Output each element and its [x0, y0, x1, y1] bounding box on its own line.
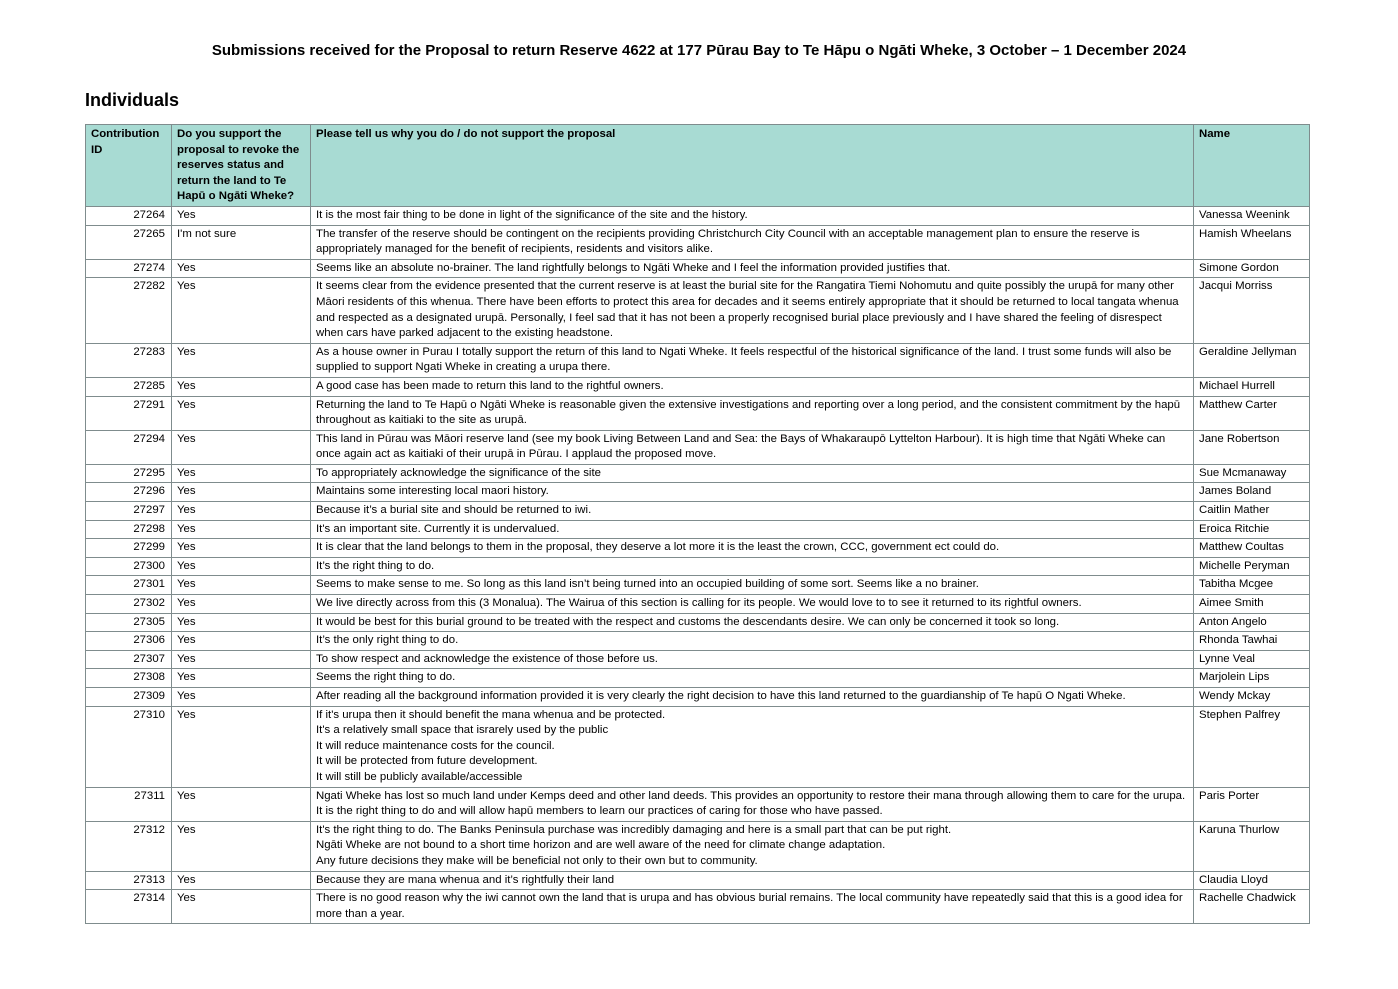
contribution-id-cell: 27297	[86, 502, 172, 521]
reason-line: Ngāti Wheke are not bound to a short time horizon and are well aware of the need for climate change adaptation.	[316, 839, 886, 852]
support-cell: Yes	[172, 787, 311, 821]
contribution-id-cell: 27309	[86, 688, 172, 707]
reason-cell	[311, 613, 1194, 632]
reason-cell	[311, 539, 1194, 558]
contribution-id-cell: 27295	[86, 464, 172, 483]
name-cell: Claudia Lloyd	[1194, 871, 1310, 890]
reason-line: It seems clear from the evidence presented that the current reserve is at least the burial site for the Rangatira Tiemi Nohomutu and quite possibly the urupā for many other Māori residents of this whenua. There have been efforts to protect this area for decades and it seems entirely appropriate that it should be returned to local tangata whenua and respected as a designated urupā. Personally, I feel sad that it has not been a properly recognised burial place previously and I have shared the feeling of disrespect when cars have parked adjacent to the existing headstone.	[316, 280, 1179, 340]
support-cell: Yes	[172, 520, 311, 539]
support-cell: Yes	[172, 871, 311, 890]
table-body	[86, 206, 1310, 923]
table-row	[86, 613, 1310, 632]
name-cell: Eroica Ritchie	[1194, 520, 1310, 539]
table-row	[86, 483, 1310, 502]
table-row	[86, 821, 1310, 871]
table-row	[86, 502, 1310, 521]
name-cell: Wendy Mckay	[1194, 688, 1310, 707]
submissions-table	[85, 124, 1310, 924]
reason-cell	[311, 688, 1194, 707]
reason-cell	[311, 821, 1194, 871]
table-row	[86, 539, 1310, 558]
contribution-id-cell: 27307	[86, 650, 172, 669]
support-cell: Yes	[172, 343, 311, 377]
name-cell: Geraldine Jellyman	[1194, 343, 1310, 377]
contribution-id-cell: 27308	[86, 669, 172, 688]
reason-cell	[311, 278, 1194, 343]
reason-cell	[311, 502, 1194, 521]
support-cell: Yes	[172, 821, 311, 871]
name-cell: Michael Hurrell	[1194, 377, 1310, 396]
reason-line: As a house owner in Purau I totally support the return of this land to Ngati Wheke. It feels respectful of the historical significance of the land. I trust some funds will also be supplied to support Ngati Wheke in creating a urupa there.	[316, 345, 1172, 374]
support-cell: Yes	[172, 483, 311, 502]
reason-line: There is no good reason why the iwi cannot own the land that is urupa and has obvious burial remains. The local community have repeatedly said that this is a good idea for more than a year.	[316, 892, 1183, 920]
table-row	[86, 396, 1310, 430]
name-cell: Caitlin Mather	[1194, 502, 1310, 521]
header-reason: Please tell us why you do / do not support the proposal	[311, 125, 1194, 207]
reason-cell	[311, 871, 1194, 890]
contribution-id-cell: 27306	[86, 632, 172, 651]
reason-cell	[311, 669, 1194, 688]
reason-line: Because they are mana whenua and it’s rightfully their land	[316, 873, 615, 886]
name-cell: Jacqui Morriss	[1194, 278, 1310, 343]
reason-line: Ngati Wheke has lost so much land under Kemps deed and other land deeds. This provides an opportunity to restore their mana through allowing them to care for the urupa. It is the right thing to do and will allow hapū members to learn our practices of caring for those who have passed.	[316, 789, 1186, 818]
reason-cell	[311, 576, 1194, 595]
name-cell: Lynne Veal	[1194, 650, 1310, 669]
contribution-id-cell: 27282	[86, 278, 172, 343]
table-row	[86, 787, 1310, 821]
reason-cell	[311, 557, 1194, 576]
support-cell: Yes	[172, 259, 311, 278]
support-cell: Yes	[172, 669, 311, 688]
header-name: Name	[1194, 125, 1310, 207]
name-cell: Anton Angelo	[1194, 613, 1310, 632]
support-cell: Yes	[172, 278, 311, 343]
reason-line: Because it’s a burial site and should be returned to iwi.	[316, 504, 592, 517]
reason-line: Returning the land to Te Hapū o Ngāti Wheke is reasonable given the extensive investigations and reporting over a long period, and the consistent commitment by the hapū throughout as kaitiaki to the site as urupā.	[316, 398, 1181, 427]
contribution-id-cell: 27299	[86, 539, 172, 558]
contribution-id-cell: 27265	[86, 225, 172, 259]
support-cell: Yes	[172, 206, 311, 225]
section-heading: Individuals	[85, 90, 180, 110]
reason-line: To show respect and acknowledge the existence of those before us.	[316, 652, 658, 665]
name-cell: James Boland	[1194, 483, 1310, 502]
name-cell: Jane Robertson	[1194, 430, 1310, 464]
reason-cell	[311, 595, 1194, 614]
table-row	[86, 259, 1310, 278]
reason-line: Maintains some interesting local maori history.	[316, 485, 549, 498]
reason-line: Seems the right thing to do.	[316, 671, 456, 684]
support-cell: Yes	[172, 539, 311, 558]
table-row	[86, 632, 1310, 651]
name-cell: Vanessa Weenink	[1194, 206, 1310, 225]
name-cell: Sue Mcmanaway	[1194, 464, 1310, 483]
name-cell: Matthew Carter	[1194, 396, 1310, 430]
contribution-id-cell: 27302	[86, 595, 172, 614]
reason-line: After reading all the background information provided it is very clearly the right decision to have this land returned to the guardianship of Te hapū O Ngati Wheke.	[316, 690, 1126, 702]
support-cell: Yes	[172, 502, 311, 521]
support-cell: Yes	[172, 576, 311, 595]
reason-cell	[311, 206, 1194, 225]
reason-line: This land in Pūrau was Māori reserve land (see my book Living Between Land and Sea: the Bays of Whakaraupō Lyttelton Harbour). It is high time that Ngāti Wheke can once again act as kaitiaki of their urupā in Pūrau. I applaud the proposed move.	[316, 432, 1166, 461]
table-row	[86, 669, 1310, 688]
reason-line: A good case has been made to return this land to the rightful owners.	[316, 379, 664, 392]
reason-cell	[311, 430, 1194, 464]
reason-line: To appropriately acknowledge the significance of the site	[316, 466, 601, 479]
reason-cell	[311, 890, 1194, 924]
table-row	[86, 576, 1310, 595]
reason-line: It is the most fair thing to be done in light of the significance of the site and the history.	[316, 208, 748, 221]
name-cell: Rachelle Chadwick	[1194, 890, 1310, 924]
reason-line: It will be protected from future development.	[316, 755, 538, 768]
contribution-id-cell: 27283	[86, 343, 172, 377]
reason-cell	[311, 706, 1194, 787]
reason-cell	[311, 343, 1194, 377]
reason-cell	[311, 483, 1194, 502]
table-row	[86, 557, 1310, 576]
support-cell: Yes	[172, 595, 311, 614]
support-cell: Yes	[172, 557, 311, 576]
reason-cell	[311, 787, 1194, 821]
reason-cell	[311, 464, 1194, 483]
support-cell: Yes	[172, 632, 311, 651]
contribution-id-cell: 27305	[86, 613, 172, 632]
name-cell: Simone Gordon	[1194, 259, 1310, 278]
reason-cell	[311, 520, 1194, 539]
contribution-id-cell: 27291	[86, 396, 172, 430]
support-cell: Yes	[172, 688, 311, 707]
table-row	[86, 871, 1310, 890]
support-cell: Yes	[172, 430, 311, 464]
support-cell: Yes	[172, 464, 311, 483]
contribution-id-cell: 27274	[86, 259, 172, 278]
table-row	[86, 430, 1310, 464]
reason-line: It’s the only right thing to do.	[316, 634, 459, 647]
reason-line: It would be best for this burial ground to be treated with the respect and customs the descendants desire. We can only be concerned it took so long.	[316, 615, 1060, 628]
table-row	[86, 650, 1310, 669]
contribution-id-cell: 27285	[86, 377, 172, 396]
header-contribution-id: Contribution ID	[86, 125, 172, 207]
reason-cell	[311, 396, 1194, 430]
name-cell: Michelle Peryman	[1194, 557, 1310, 576]
reason-line: If it's urupa then it should benefit the mana whenua and be protected.	[316, 708, 666, 721]
reason-line: Seems like an absolute no-brainer. The land rightfully belongs to Ngāti Wheke and I feel the information provided justifies that.	[316, 261, 951, 274]
contribution-id-cell: 27314	[86, 890, 172, 924]
support-cell: Yes	[172, 706, 311, 787]
contribution-id-cell: 27298	[86, 520, 172, 539]
reason-cell	[311, 650, 1194, 669]
table-row	[86, 278, 1310, 343]
support-cell: Yes	[172, 396, 311, 430]
reason-line: It's an important site. Currently it is undervalued.	[316, 522, 560, 535]
header-support: Do you support the proposal to revoke the reserves status and return the land to Te Hapū o Ngāti Wheke?	[172, 125, 311, 207]
name-cell: Karuna Thurlow	[1194, 821, 1310, 871]
name-cell: Stephen Palfrey	[1194, 706, 1310, 787]
reason-cell	[311, 377, 1194, 396]
table-header-row	[86, 125, 1310, 207]
table-row	[86, 377, 1310, 396]
reason-line: It's the right thing to do. The Banks Peninsula purchase was incredibly damaging and here is a small part that can be put right.	[316, 823, 952, 836]
table-row	[86, 688, 1310, 707]
support-cell: Yes	[172, 613, 311, 632]
support-cell: Yes	[172, 890, 311, 924]
contribution-id-cell: 27313	[86, 871, 172, 890]
document-title: Submissions received for the Proposal to return Reserve 4622 at 177 Pūrau Bay to Te Hāpu o Ngāti Wheke, 3 October – 1 December 2024	[211, 42, 1187, 59]
reason-line: It will still be publicly available/accessible	[316, 770, 523, 783]
name-cell: Tabitha Mcgee	[1194, 576, 1310, 595]
table-row	[86, 464, 1310, 483]
reason-line: The transfer of the reserve should be contingent on the recipients providing Christchurch City Council with an acceptable management plan to ensure the reserve is appropriately managed for the benefit of recipients, residents and visitors alike.	[316, 227, 1140, 256]
contribution-id-cell: 27301	[86, 576, 172, 595]
name-cell: Paris Porter	[1194, 787, 1310, 821]
contribution-id-cell: 27264	[86, 206, 172, 225]
support-cell: Yes	[172, 377, 311, 396]
name-cell: Hamish Wheelans	[1194, 225, 1310, 259]
reason-line: It’s the right thing to do.	[316, 559, 435, 572]
table-row	[86, 595, 1310, 614]
name-cell: Aimee Smith	[1194, 595, 1310, 614]
reason-cell	[311, 259, 1194, 278]
name-cell: Rhonda Tawhai	[1194, 632, 1310, 651]
table-row	[86, 225, 1310, 259]
reason-line: Seems to make sense to me. So long as this land isn’t being turned into an occupied building of some sort. Seems like a no brainer.	[316, 578, 979, 591]
name-cell: Matthew Coultas	[1194, 539, 1310, 558]
reason-line: It is clear that the land belongs to them in the proposal, they deserve a lot more it is the least the crown, CCC, government ect could do.	[316, 541, 1000, 554]
table-row	[86, 706, 1310, 787]
contribution-id-cell: 27300	[86, 557, 172, 576]
table-row	[86, 343, 1310, 377]
reason-cell	[311, 632, 1194, 651]
reason-line: It will reduce maintenance costs for the council.	[316, 739, 555, 752]
reason-line: We live directly across from this (3 Monalua). The Wairua of this section is calling for its people. We would love to to see it returned to its rightful owners.	[316, 597, 1082, 610]
contribution-id-cell: 27310	[86, 706, 172, 787]
contribution-id-cell: 27312	[86, 821, 172, 871]
support-cell: Yes	[172, 650, 311, 669]
contribution-id-cell: 27296	[86, 483, 172, 502]
support-cell: I'm not sure	[172, 225, 311, 259]
contribution-id-cell: 27294	[86, 430, 172, 464]
contribution-id-cell: 27311	[86, 787, 172, 821]
name-cell: Marjolein Lips	[1194, 669, 1310, 688]
table-row	[86, 206, 1310, 225]
table-row	[86, 520, 1310, 539]
table-row	[86, 890, 1310, 924]
reason-line: It's a relatively small space that israrely used by the public	[316, 724, 609, 737]
reason-line: Any future decisions they make will be beneficial not only to their own but to community.	[316, 854, 758, 867]
reason-cell	[311, 225, 1194, 259]
